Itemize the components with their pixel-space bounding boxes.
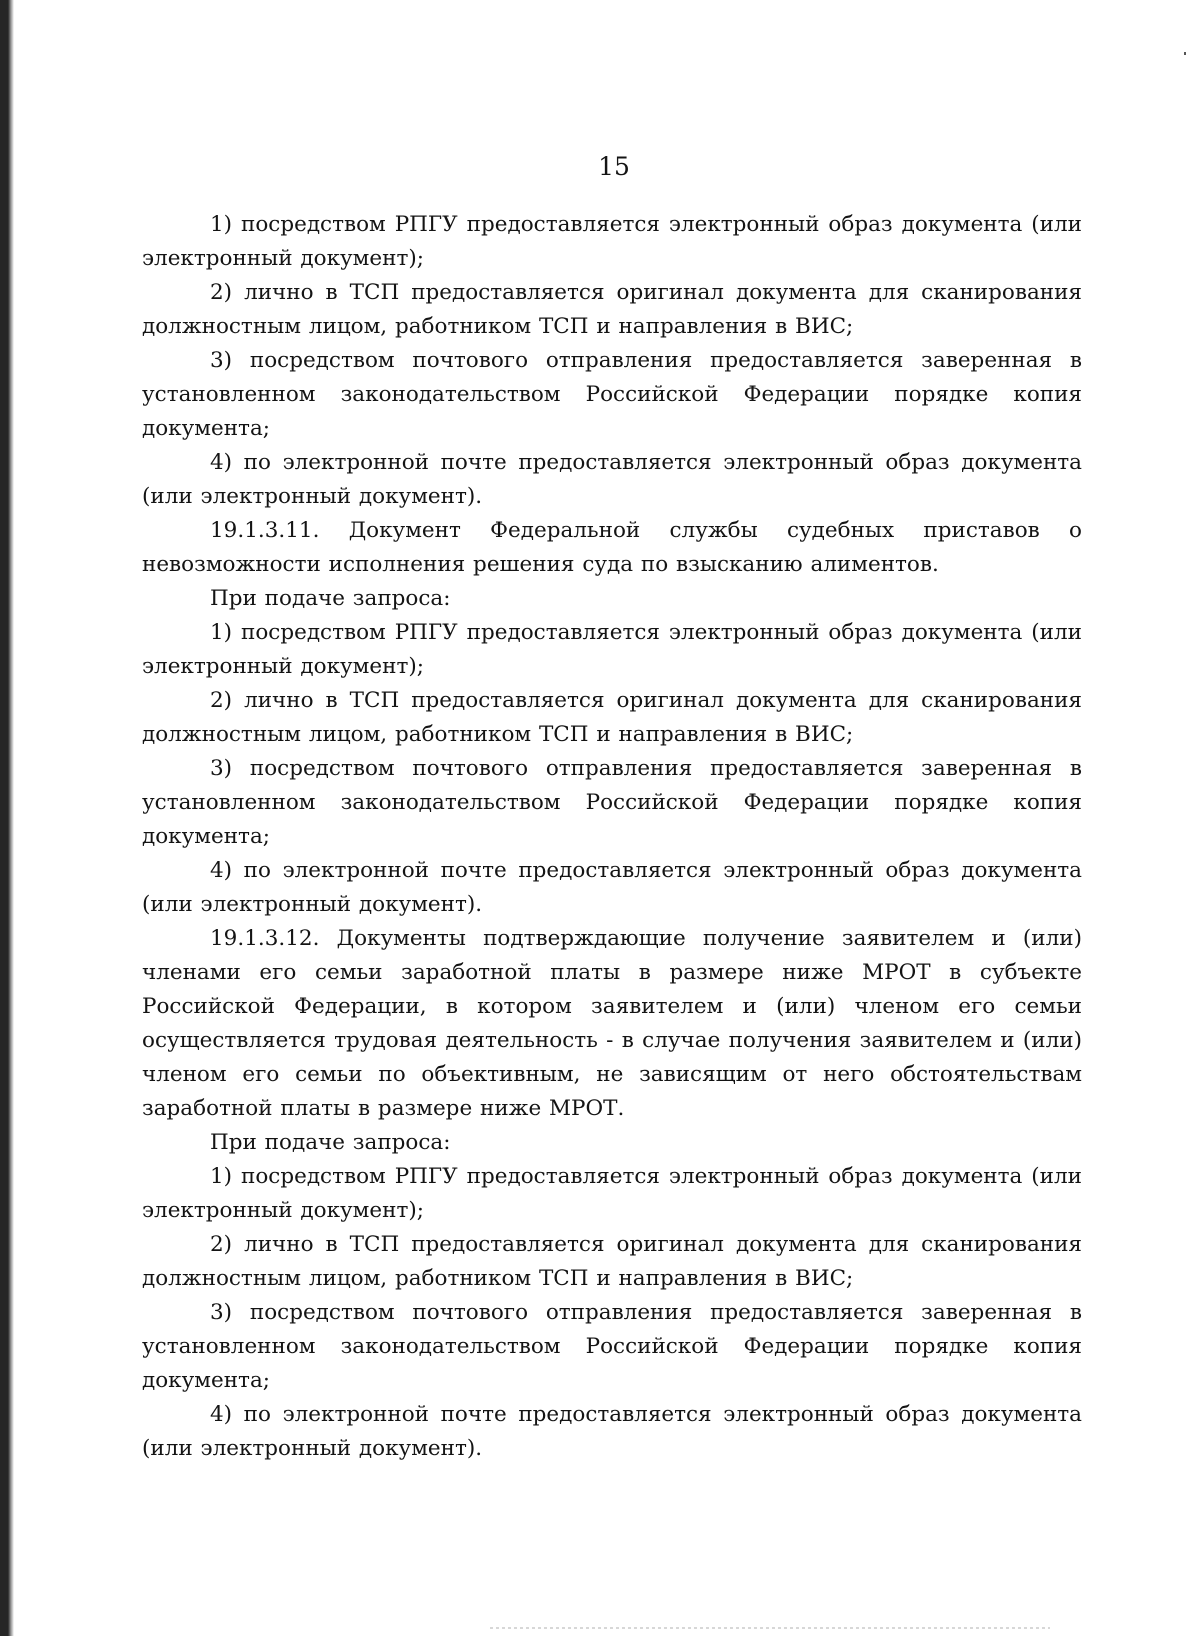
list-item: 3) посредством почтового отправления предоставляется заверенная в установленном законодательством Российской Федерации порядке копия документа; [142,348,1082,441]
section-heading-paragraph: 19.1.3.12. Документы подтверждающие получение заявителем и (или) членами его семьи заработной платы в размере ниже МРОТ в субъекте Российской Федерации, в котором заявителем и (или) членом его семьи осуществляется трудовая деятельность - в случае получения заявителем и (или) членом его семьи по объективным, не зависящим от него обстоятельствам заработной платы в размере ниже МРОТ. [142,926,1082,1121]
page-number: 15 [598,152,630,181]
submission-intro: При подаче запроса: [210,586,451,611]
list-item: 4) по электронной почте предоставляется электронный образ документа (или электронный документ). [142,858,1082,917]
section-heading-paragraph: 19.1.3.11. Документ Федеральной службы судебных приставов о невозможности исполнения решения суда по взысканию алиментов. [142,518,1082,577]
scan-speck [1184,52,1186,55]
submission-intro: При подаче запроса: [210,1130,451,1155]
list-item: 4) по электронной почте предоставляется электронный образ документа (или электронный документ). [142,1402,1082,1461]
scan-bottom-artifact [490,1627,1050,1629]
list-item: 1) посредством РПГУ предоставляется электронный образ документа (или электронный документ); [142,212,1082,271]
list-item: 1) посредством РПГУ предоставляется электронный образ документа (или электронный документ); [142,620,1082,679]
list-item: 3) посредством почтового отправления предоставляется заверенная в установленном законодательством Российской Федерации порядке копия документа; [142,756,1082,849]
document-body [142,208,1082,1466]
list-item: 1) посредством РПГУ предоставляется электронный образ документа (или электронный документ); [142,1164,1082,1223]
list-item: 2) лично в ТСП предоставляется оригинал документа для сканирования должностным лицом, работником ТСП и направления в ВИС; [142,280,1082,339]
scan-edge-shadow [0,0,14,1636]
list-item: 4) по электронной почте предоставляется электронный образ документа (или электронный документ). [142,450,1082,509]
list-item: 2) лично в ТСП предоставляется оригинал документа для сканирования должностным лицом, работником ТСП и направления в ВИС; [142,688,1082,747]
list-item: 3) посредством почтового отправления предоставляется заверенная в установленном законодательством Российской Федерации порядке копия документа; [142,1300,1082,1393]
list-item: 2) лично в ТСП предоставляется оригинал документа для сканирования должностным лицом, работником ТСП и направления в ВИС; [142,1232,1082,1291]
